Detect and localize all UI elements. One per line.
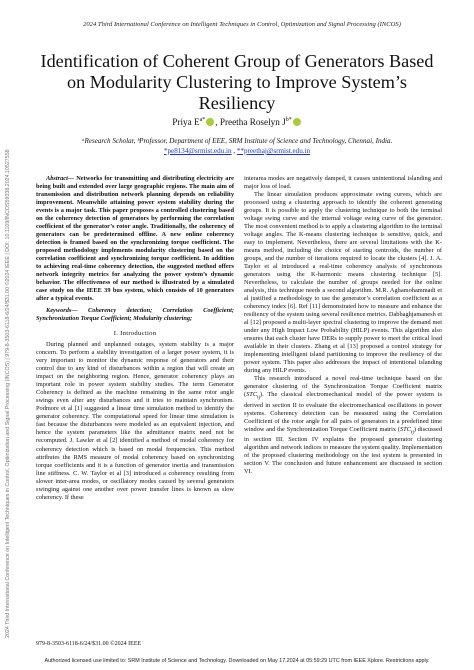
- right-paragraph-1: interarea modes are negatively damped, it causes unintentional islanding and major loss of load.: [244, 175, 442, 191]
- email-link-2[interactable]: **preethaj@srmist.edu.in: [236, 147, 311, 155]
- author-line: Priya $E^{a*}$ , Preetha Roselyn $J^{b*}$: [30, 117, 444, 127]
- stc-subscript: ij: [257, 394, 260, 401]
- conference-header: 2024 Third International Conference on Intelligent Techniques in Control, Optimization and Signal Processing (INCOS): [83, 21, 401, 28]
- para3-text-a: This research introduced a novel real-time technique based on the generator clustering of the Synchronization Torque Coefficient matrix (: [244, 375, 442, 399]
- intro-paragraph: During planned and unplanned outages, system stability is a major concern. To perform a stability investigation of a larger power system, it is very important to monitor the dynamic response of generators and their control due to any kind of disturbances within a region that will create an impact on the neighboring region. Hence, generator coherency plays an important role in power system stability studies. The term Generator Coherency is defined as the machine remaining in the same rotor angle swings even after any disturbances and it tries to maintain synchronism. Podmore et al [1] suggested a linear time simulation method to identify the generator coherency. The computational speed for linear time simulation is fast because the disturbances were modeled as an equivalent injection, and hence the system parameters like the admittance matrix need not be recomputed. J. Lawler et al [2] identified a method of modal coherency for coherency detection which is based on modal frequencies. This method attributes the RMS measure of modal coherency based on synchronizing torque coefficients and it is a function of generator inertia and transmission line stiffness. C. W. Taylor et al [3] introduced a coherency resulting from slower inter-area modes, or oscillatory modes caused by several generators swinging against one another over power transfer lines is known as slow coherency. If these: [36, 341, 234, 501]
- keywords: [36, 307, 234, 323]
- keywords-text: Coherency detection; Correlation Coefficient; Synchronization Torque Coefficient; Modularity clustering;: [36, 307, 234, 323]
- isbn-footer: 979-8-3503-6118-6/24/$31.00 ©2024 IEEE: [36, 641, 142, 647]
- right-column: [244, 175, 442, 476]
- right-paragraph-3: [244, 375, 442, 476]
- orcid-icon[interactable]: [206, 118, 214, 126]
- abstract: [36, 175, 234, 303]
- sidebar-identifier: [2, 38, 14, 638]
- author-name-2: Preetha Roselyn J: [219, 117, 286, 128]
- affiliation: ᵃResearch Scholar, ᵇProfessor, Department of EEE, SRM Institute of Science and Technology, Chennai, India.: [81, 137, 393, 145]
- email-link-1[interactable]: *pe8134@srmist.edu.in: [163, 147, 232, 155]
- stc-symbol: STC: [399, 425, 411, 433]
- authorized-use-footer: Authorized licensed use limited to: SRM Institute of Science and Technology. Downloaded on May 17,2024 at 05:59:29 UTC from IEEE Xplore. Restrictions apply.: [44, 658, 430, 664]
- left-column: [36, 175, 234, 502]
- stc-symbol: STC: [246, 391, 258, 399]
- keywords-label: Keywords—: [46, 307, 78, 315]
- sidebar-identifier-text: 2024 Third International Conference on Intelligent Techniques in Control, Optimization and Signal Processing (INCOS) | 979-8-3503-6118-6/24/$31.00 ©2024 IEEE | DOI: 10.1109/INCOS59338.2024.10527558: [5, 149, 11, 638]
- author-name-1: Priya E: [172, 117, 200, 128]
- section-heading-introduction: I. Introduction: [113, 330, 157, 338]
- para3-text-b: ). The classical electromechanical model of the power system is derived in section II to evaluate the electromechanical oscillations in power systems. Coherency detection can be measured using the Correlation Coefficient of the rotor angle for all pairs of generators in a predefined time window and the Synchronization Torque Coefficient matrix (: [244, 391, 442, 433]
- abstract-label: Abstract—: [46, 175, 75, 182]
- para3-text-c: ) discussed in section III. Section IV explains the proposed generator clustering algorithm and network indices to measure the system quality. Implementation of the proposed clustering methodology on the test system is presented in section V. The conclusion and future enhancement are discussed in section VI.: [244, 425, 442, 476]
- stc-subscript: ij: [410, 429, 414, 436]
- abstract-text: Networks for transmitting and distributing electricity are being built and extended over large geographic regions. The main aim of transmission and distribution network planning depends on reliability improvement. Meanwhile attaining power system stability during the events is a major task. This paper proposes a controlled clustering based on the coherency detection of generators by performing the correlation coefficient of the generator’s rotor angle. Traditionally, the coherency of generators can be predetermined offline. A new online coherency detection is framed based on the synchronizing torque coefficient. The proposed methodology implements modularity clustering based on the correlation coefficient and synchronizing torque coefficient. In addition to achieving real-time coherency detection, the suggested method offers network integrity metrics for analyzing the power system’s dynamic behavior. The effectiveness of our method is illustrated by a simulated case study on the IEEE 39 bus system, which consists of 10 generators after a typical events.: [36, 175, 234, 303]
- orcid-icon[interactable]: [293, 118, 301, 126]
- author-marks-2: b*: [285, 117, 292, 123]
- right-paragraph-2: The linear simulation produces approximate swing curves, which are processed using a clustering approach to identify the coherent generating groups. It is possible to apply the clustering technique to both the terminal voltage swing curve and the internal voltage swing curve of the generator. The most convenient method is to apply a clustering algorithm to the terminal voltage angles. The K-means clustering technique is sensitive, quick, and easy to implement. Nevertheless, there are several limitations with the K-means method, including the choice of starting centroids, the number of groups, and the number of iterations required to locate the clusters [4]. J. A. Taylor et al introduced a real-time coherency analysis of synchronous generators using the K-harmonic means clustering technique [5]. Nevertheless, to calculate the number of groups needed for the online analysis, this technique needs a second algorithm. M.R. Aghamohammadi et al justified a methodology to use the generator’s correlation coefficient as a coherency index [6]. Ref [11] demonstrated how to measure and enhance the resiliency of the system using several resilience metrics. Dabbaghjamanesh et al [12] proposed a multi-layer spectral clustering to improve the demand met under any High Impact Low Probability (HILP) events. This algorithm also ensures that each cluster have DERs to supply power to meet the critical load available in their clusters. Zhang et al [13] proposed a control strategy for implementing intelligent island partitioning to improve the resiliency of the power system. This paper also addresses the impact of intentional islanding during any HILP events.: [244, 191, 442, 375]
- paper-title: Identification of Coherent Group of Generators Based on Modularity Clustering to Improve System’s Resiliency: [40, 51, 434, 113]
- email-line: [30, 147, 444, 155]
- email-separator: ,: [231, 147, 237, 155]
- author-marks-1: a*: [199, 117, 206, 123]
